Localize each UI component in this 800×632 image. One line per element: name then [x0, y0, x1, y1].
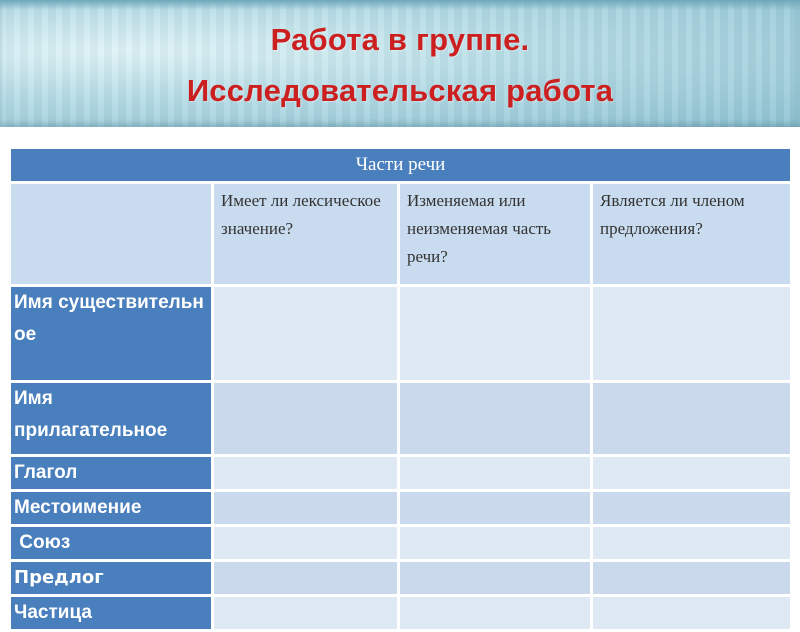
column-header-lexical-meaning: Имеет ли лексическое значение?: [213, 183, 399, 286]
table-row: [10, 561, 792, 596]
title-banner: [0, 0, 800, 127]
table-cell: [213, 456, 399, 491]
table-row: [10, 596, 792, 631]
table-cell: [213, 382, 399, 456]
slide-title-line-1: Работа в группе.: [270, 22, 530, 57]
row-label-noun: Имя существительное: [10, 286, 213, 382]
table-row: [10, 491, 792, 526]
table-cell: [592, 526, 792, 561]
table-row: [10, 382, 792, 456]
table-cell: [399, 382, 592, 456]
table-cell: [213, 561, 399, 596]
table-cell: [213, 596, 399, 631]
table-cell: [592, 491, 792, 526]
table-row: [10, 286, 792, 382]
row-label-pronoun: Местоимение: [10, 491, 213, 526]
column-header-changeable: Изменяемая или неизменяемая часть речи?: [399, 183, 592, 286]
row-label-preposition: Предлог: [10, 561, 213, 596]
table-row: [10, 456, 792, 491]
table-cell: [399, 491, 592, 526]
table-cell: [399, 526, 592, 561]
table-row: [10, 526, 792, 561]
slide-title-line-2: Исследовательская работа: [186, 73, 614, 108]
column-header-sentence-member: Является ли членом предложения?: [592, 183, 792, 286]
table-header: Части речи: [10, 148, 792, 183]
row-label-adjective: Имя прилагательное: [10, 382, 213, 456]
table-cell: [399, 286, 592, 382]
table-cell: [592, 286, 792, 382]
table-cell: [399, 561, 592, 596]
table-cell: [399, 596, 592, 631]
row-label-conjunction: Союз: [10, 526, 213, 561]
table-cell: [399, 456, 592, 491]
table-cell: [213, 491, 399, 526]
table-corner-cell: [10, 183, 213, 286]
table-cell: [592, 456, 792, 491]
table-cell: [592, 382, 792, 456]
parts-of-speech-table: [8, 146, 793, 632]
row-label-particle: Частица: [10, 596, 213, 631]
table-cell: [213, 526, 399, 561]
table-cell: [213, 286, 399, 382]
table-cell: [592, 561, 792, 596]
row-label-verb: Глагол: [10, 456, 213, 491]
table-cell: [592, 596, 792, 631]
